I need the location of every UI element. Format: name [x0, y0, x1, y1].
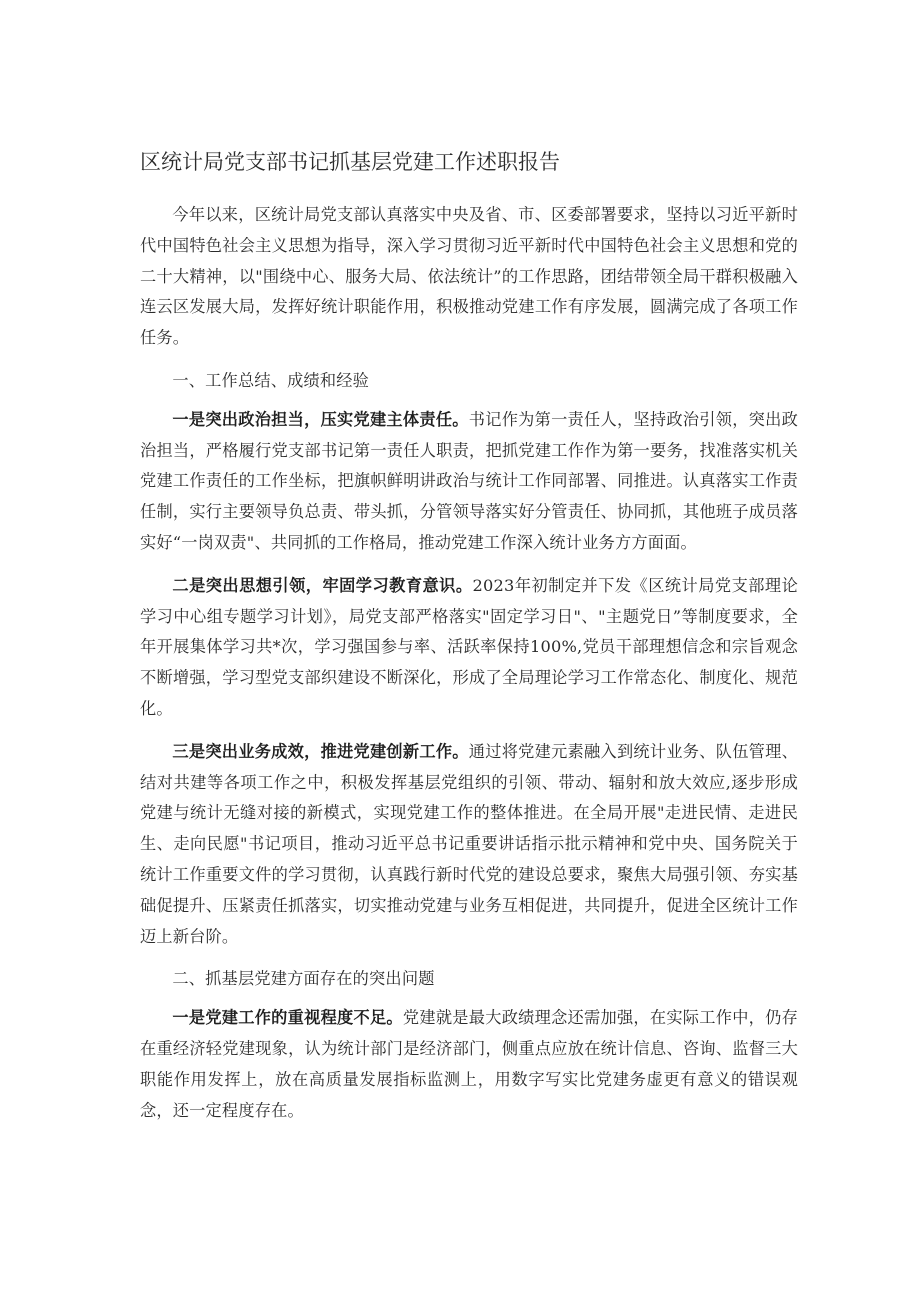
paragraph-body: 党建就是最大政绩理念还需加强，在实际工作中，仍存在重经济轻党建现象，认为统计部门是经济部门，侧重点应放在统计信息、咨询、监督三大职能作用发挥上，放在高质量发展指标监测上，用数字写实比党建务虚更有意义的错误观念，还一定程度存在。	[140, 1008, 798, 1120]
paragraph-body: 通过将党建元素融入到统计业务、队伍管理、结对共建等各项工作之中，积极发挥基层党组织的引领、带动、辐射和放大效应,逐步形成党建与统计无缝对接的新模式，实现党建工作的整体推进。在全局开展"走进民情、走进民生、走向民愿"书记项目，推动习近平总书记重要讲话指示批示精神和党中央、国务院关于统计工作重要文件的学习贯彻，认真践行新时代党的建设总要求，聚焦大局强引领、夯实基础促提升、压紧责任抓落实，切实推动党建与业务互相促进，共同提升，促进全区统计工作迈上新台阶。	[140, 741, 798, 946]
paragraph-1-2	[140, 571, 798, 725]
paragraph-lead: 二是突出思想引领，牢固学习教育意识。	[172, 575, 473, 595]
paragraph-body: 书记作为第一责任人，坚持政治引领，突出政治担当，严格履行党支部书记第一责任人职责，把抓党建工作作为第一要务，找准落实机关党建工作责任的工作坐标，把旗帜鲜明讲政治与统计工作同部署、同推进。认真落实工作责任制，实行主要领导负总责、带头抓，分管领导落实好分管责任、协同抓，其他班子成员落实好“一岗双责"、共同抓的工作格局，推动党建工作深入统计业务方方面面。	[140, 409, 798, 552]
intro-paragraph: 今年以来，区统计局党支部认真落实中央及省、市、区委部署要求，坚持以习近平新时代中国特色社会主义思想为指导，深入学习贯彻习近平新时代中国特色社会主义思想和党的二十大精神，以"围绕中心、服务大局、依法统计”的工作思路，团结带领全局干群积极融入连云区发展大局，发挥好统计职能作用，积极推动党建工作有序发展，圆满完成了各项工作任务。	[140, 205, 798, 348]
section-heading-2: 二、抓基层党建方面存在的突出问题	[172, 969, 435, 989]
paragraph-1-1	[140, 405, 798, 559]
document-title: 区统计局党支部书记抓基层党建工作述职报告	[140, 150, 560, 174]
paragraph-1-3	[140, 737, 798, 953]
paragraph-lead: 一是突出政治担当，压实党建主体责任。	[172, 409, 469, 429]
paragraph-lead: 三是突出业务成效，推进党建创新工作。	[172, 741, 469, 761]
section-heading-1: 一、工作总结、成绩和经验	[172, 370, 370, 390]
paragraph-2-1	[140, 1003, 798, 1126]
paragraph-body: 2023年初制定并下发《区统计局党支部理论学习中心组专题学习计划》，局党支部严格落实"固定学习日"、"主题党日”等制度要求，全年开展集体学习共*次，学习强国参与率、活跃率保持100%,党员干部理想信念和宗旨观念不断增强，学习型党支部织建设不断深化，形成了全局理论学习工作常态化、制度化、规范化。	[140, 575, 798, 718]
paragraph-lead: 一是党建工作的重视程度不足。	[172, 1008, 403, 1028]
